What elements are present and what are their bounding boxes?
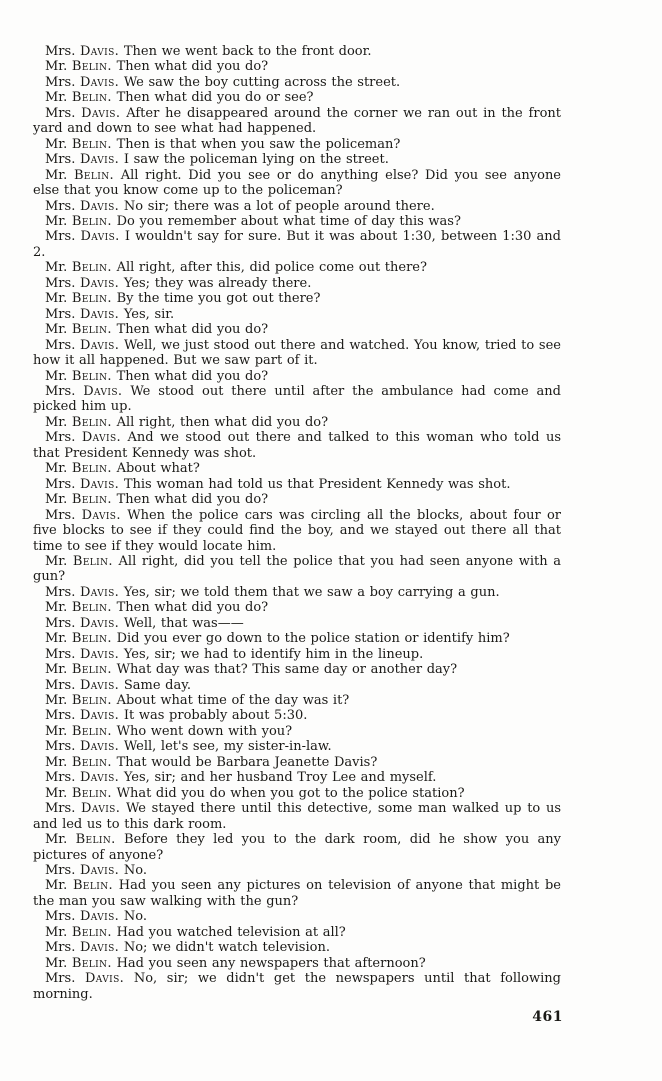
- speaker-prefix: Mr.: [45, 213, 68, 229]
- speaker: [45, 631, 112, 646]
- utterance-text: Then what did you do or see?: [116, 90, 314, 106]
- speaker: [45, 616, 119, 631]
- speaker-prefix: Mr.: [45, 955, 68, 971]
- transcript-line: [33, 415, 561, 430]
- utterance-text: No, sir; we didn't get the newspapers until that following morning.: [33, 971, 561, 1002]
- speaker-prefix: Mrs.: [45, 198, 76, 214]
- speaker-prefix: Mrs.: [45, 430, 76, 446]
- speaker-prefix: Mrs.: [45, 229, 76, 245]
- transcript-line: [33, 693, 561, 708]
- transcript-line: [33, 554, 561, 585]
- transcript-line: [33, 971, 561, 1002]
- transcript-line: [33, 75, 561, 90]
- speaker: [45, 708, 119, 723]
- speaker-prefix: Mrs.: [45, 863, 76, 879]
- speaker: [45, 600, 112, 615]
- speaker-name: Davis.: [79, 584, 120, 600]
- speaker-name: Belin.: [72, 553, 113, 569]
- speaker: [45, 152, 119, 167]
- speaker-prefix: Mrs.: [45, 940, 76, 956]
- transcript-line: [33, 508, 561, 554]
- utterance-text: Then what did you do?: [116, 600, 269, 616]
- speaker-prefix: Mr.: [45, 291, 68, 307]
- speaker-prefix: Mr.: [45, 723, 68, 739]
- speaker-name: Belin.: [71, 461, 112, 477]
- speaker-name: Belin.: [71, 631, 112, 647]
- speaker-prefix: Mrs.: [45, 105, 76, 121]
- speaker-prefix: Mr.: [45, 631, 68, 647]
- transcript-line: [33, 229, 561, 260]
- speaker: [45, 647, 119, 662]
- speaker: [45, 44, 119, 59]
- transcript-line: [33, 770, 561, 785]
- speaker-prefix: Mrs.: [45, 306, 76, 322]
- speaker: [45, 909, 119, 924]
- transcript-line: [33, 909, 561, 924]
- speaker-name: Belin.: [71, 723, 112, 739]
- speaker-name: Davis.: [80, 229, 120, 245]
- speaker-name: Davis.: [79, 198, 120, 214]
- speaker-name: Davis.: [84, 971, 125, 987]
- speaker-prefix: Mrs.: [45, 646, 76, 662]
- speaker: [45, 90, 112, 105]
- speaker-name: Davis.: [79, 770, 120, 786]
- speaker-prefix: Mrs.: [45, 615, 76, 631]
- speaker: [45, 477, 119, 492]
- transcript-line: [33, 322, 561, 337]
- transcript-line: [33, 739, 561, 754]
- speaker: [45, 662, 112, 677]
- speaker: [45, 307, 119, 322]
- speaker-name: Davis.: [79, 74, 120, 90]
- speaker: [45, 554, 113, 569]
- speaker-prefix: Mrs.: [45, 337, 76, 353]
- speaker: [45, 199, 119, 214]
- transcript-line: [33, 137, 561, 152]
- speaker: [45, 260, 112, 275]
- speaker-name: Belin.: [71, 90, 112, 106]
- speaker-prefix: Mrs.: [45, 909, 76, 925]
- speaker: [45, 508, 121, 523]
- speaker: [45, 940, 119, 955]
- transcript-line: [33, 338, 561, 369]
- transcript-line: [33, 708, 561, 723]
- utterance-text: About what time of the day was it?: [116, 693, 350, 709]
- transcript-line: [33, 461, 561, 476]
- speaker: [45, 430, 121, 445]
- utterance-text: All right, after this, did police come out there?: [116, 260, 427, 276]
- speaker: [45, 755, 112, 770]
- speaker: [45, 59, 112, 74]
- transcript-line: [33, 724, 561, 739]
- speaker-name: Davis.: [79, 476, 120, 492]
- speaker-prefix: Mr.: [45, 600, 68, 616]
- utterance-text: Same day.: [123, 677, 191, 693]
- utterance-text: Had you watched television at all?: [116, 924, 346, 940]
- transcript-line: [33, 956, 561, 971]
- speaker-prefix: Mr.: [45, 754, 68, 770]
- speaker-name: Davis.: [79, 708, 120, 724]
- speaker: [45, 276, 119, 291]
- speaker-name: Davis.: [79, 940, 120, 956]
- transcript-line: [33, 600, 561, 615]
- speaker: [45, 832, 116, 847]
- speaker-prefix: Mr.: [45, 924, 68, 940]
- transcript-line: [33, 662, 561, 677]
- speaker: [45, 971, 124, 986]
- speaker-name: Davis.: [81, 801, 121, 817]
- speaker-name: Davis.: [79, 615, 120, 631]
- speaker-name: Belin.: [71, 492, 112, 508]
- speaker-name: Belin.: [71, 955, 112, 971]
- speaker: [45, 693, 112, 708]
- speaker: [45, 925, 112, 940]
- speaker-prefix: Mrs.: [45, 584, 76, 600]
- transcript-line: [33, 152, 561, 167]
- transcript-line: [33, 925, 561, 940]
- speaker-prefix: Mr.: [45, 90, 68, 106]
- utterance-text: No; we didn't watch television.: [123, 940, 330, 956]
- speaker: [45, 770, 119, 785]
- transcript-line: [33, 616, 561, 631]
- speaker: [45, 878, 113, 893]
- speaker: [45, 214, 112, 229]
- transcript-line: [33, 199, 561, 214]
- speaker-name: Belin.: [72, 878, 114, 894]
- speaker: [45, 492, 112, 507]
- speaker-name: Belin.: [71, 785, 112, 801]
- speaker-prefix: Mr.: [45, 785, 68, 801]
- utterance-text: Well, that was——: [123, 615, 244, 631]
- speaker-name: Davis.: [79, 863, 120, 879]
- speaker-prefix: Mrs.: [45, 44, 76, 59]
- transcript-line: [33, 647, 561, 662]
- speaker-name: Belin.: [71, 662, 112, 678]
- transcript-line: [33, 801, 561, 832]
- utterance-text: No.: [123, 909, 147, 925]
- utterance-text: No sir; there was a lot of people around there.: [123, 198, 435, 214]
- speaker: [45, 461, 112, 476]
- speaker-name: Davis.: [81, 430, 122, 446]
- speaker-prefix: Mr.: [45, 492, 68, 508]
- speaker-name: Davis.: [79, 909, 120, 925]
- speaker-name: Davis.: [81, 105, 121, 121]
- utterance-text: Yes, sir.: [123, 306, 175, 322]
- speaker: [45, 291, 112, 306]
- speaker-prefix: Mrs.: [45, 677, 76, 693]
- transcript-line: [33, 59, 561, 74]
- speaker-name: Belin.: [71, 213, 112, 229]
- speaker: [45, 384, 122, 399]
- speaker-name: Belin.: [71, 924, 112, 940]
- speaker-prefix: Mrs.: [45, 476, 76, 492]
- utterance-text: Had you seen any newspapers that afternoon?: [116, 955, 426, 971]
- page-number: 461: [532, 1009, 563, 1025]
- transcript-line: [33, 384, 561, 415]
- utterance-text: Yes, sir; we told them that we saw a boy carrying a gun.: [123, 584, 500, 600]
- speaker-prefix: Mr.: [45, 59, 68, 75]
- speaker: [45, 168, 114, 183]
- speaker-prefix: Mrs.: [45, 801, 76, 817]
- utterance-text: Did you ever go down to the police station or identify him?: [116, 631, 510, 647]
- speaker-prefix: Mr.: [45, 368, 68, 384]
- speaker: [45, 369, 112, 384]
- utterance-text: Then what did you do?: [116, 492, 269, 508]
- speaker: [45, 801, 120, 816]
- speaker-name: Belin.: [71, 59, 112, 75]
- speaker-name: Belin.: [71, 693, 112, 709]
- transcript-line: [33, 307, 561, 322]
- speaker-name: Davis.: [79, 739, 120, 755]
- speaker: [45, 786, 112, 801]
- transcript-line: [33, 44, 561, 59]
- transcript-line: [33, 291, 561, 306]
- speaker-name: Davis.: [79, 677, 120, 693]
- speaker: [45, 137, 112, 152]
- speaker-name: Belin.: [71, 136, 112, 152]
- speaker-prefix: Mrs.: [45, 739, 76, 755]
- speaker-name: Davis.: [79, 44, 120, 59]
- transcript-line: [33, 940, 561, 955]
- utterance-text: After he disappeared around the corner we ran out in the front yard and down to see what had happened.: [33, 105, 561, 137]
- utterance-text: I wouldn't say for sure. But it was about 1:30, between 1:30 and 2.: [33, 229, 561, 260]
- speaker-prefix: Mr.: [45, 322, 68, 338]
- speaker: [45, 739, 119, 754]
- utterance-text: Then what did you do?: [116, 368, 269, 384]
- transcript-line: [33, 755, 561, 770]
- transcript-line: [33, 786, 561, 801]
- speaker-prefix: Mrs.: [45, 152, 76, 168]
- utterance-text: Do you remember about what time of day this was?: [116, 213, 461, 229]
- speaker-name: Davis.: [83, 383, 123, 399]
- speaker-name: Belin.: [71, 754, 112, 770]
- speaker-name: Belin.: [73, 167, 115, 183]
- utterance-text: We stood out there until after the ambulance had come and picked him up.: [33, 383, 561, 415]
- utterance-text: Who went down with you?: [116, 723, 293, 739]
- speaker-prefix: Mr.: [45, 553, 68, 569]
- speaker-prefix: Mr.: [45, 136, 68, 152]
- speaker-name: Davis.: [79, 275, 120, 291]
- speaker-prefix: Mr.: [45, 878, 68, 894]
- speaker: [45, 724, 112, 739]
- speaker-prefix: Mrs.: [45, 770, 76, 786]
- speaker-name: Belin.: [75, 832, 116, 848]
- utterance-text: Had you seen any pictures on television of anyone that might be the man you saw walking with the gun?: [33, 878, 561, 909]
- transcript-line: [33, 369, 561, 384]
- transcript-line: [33, 631, 561, 646]
- utterance-text: About what?: [116, 461, 200, 477]
- utterance-text: Then we went back to the front door.: [123, 44, 372, 59]
- transcript: [33, 44, 561, 1002]
- utterance-text: This woman had told us that President Kennedy was shot.: [123, 476, 511, 492]
- utterance-text: I saw the policeman lying on the street.: [123, 152, 389, 168]
- speaker-prefix: Mr.: [45, 832, 68, 848]
- speaker: [45, 106, 120, 121]
- speaker-prefix: Mr.: [45, 260, 68, 276]
- speaker-name: Belin.: [71, 322, 112, 338]
- utterance-text: All right, then what did you do?: [116, 414, 329, 430]
- speaker: [45, 322, 112, 337]
- utterance-text: What did you do when you got to the police station?: [116, 785, 465, 801]
- transcript-line: [33, 492, 561, 507]
- speaker-name: Davis.: [79, 306, 120, 322]
- speaker: [45, 678, 119, 693]
- transcript-line: [33, 430, 561, 461]
- utterance-text: That would be Barbara Jeanette Davis?: [116, 754, 378, 770]
- speaker-name: Davis.: [80, 337, 120, 353]
- speaker-prefix: Mrs.: [45, 74, 76, 90]
- speaker-name: Davis.: [81, 507, 121, 523]
- speaker-prefix: Mrs.: [45, 383, 76, 399]
- utterance-text: Yes, sir; and her husband Troy Lee and myself.: [123, 770, 437, 786]
- utterance-text: Well, we just stood out there and watched. You know, tried to see how it all happened. But we saw part of it.: [33, 337, 561, 369]
- speaker-prefix: Mr.: [45, 414, 68, 430]
- speaker-prefix: Mrs.: [45, 507, 76, 523]
- utterance-text: Well, let's see, my sister-in-law.: [123, 739, 332, 755]
- speaker: [45, 415, 112, 430]
- speaker: [45, 863, 119, 878]
- transcript-line: [33, 90, 561, 105]
- speaker-name: Belin.: [71, 600, 112, 616]
- speaker-prefix: Mrs.: [45, 275, 76, 291]
- speaker-name: Belin.: [71, 291, 112, 307]
- utterance-text: Then what did you do?: [116, 322, 269, 338]
- transcript-line: [33, 585, 561, 600]
- utterance-text: Before they led you to the dark room, did he show you any pictures of anyone?: [33, 832, 561, 863]
- transcript-line: [33, 260, 561, 275]
- utterance-text: Then is that when you saw the policeman?: [116, 136, 401, 152]
- transcript-line: [33, 678, 561, 693]
- utterance-text: And we stood out there and talked to this woman who told us that President Kennedy was shot.: [33, 430, 561, 461]
- utterance-text: It was probably about 5:30.: [123, 708, 308, 724]
- utterance-text: All right, did you tell the police that you had seen anyone with a gun?: [33, 553, 561, 585]
- speaker-prefix: Mr.: [45, 662, 68, 678]
- speaker-prefix: Mr.: [45, 461, 68, 477]
- speaker-name: Belin.: [71, 414, 112, 430]
- utterance-text: Yes, sir; we had to identify him in the lineup.: [123, 646, 424, 662]
- transcript-line: [33, 168, 561, 199]
- speaker: [45, 956, 112, 971]
- speaker: [45, 75, 119, 90]
- utterance-text: All right. Did you see or do anything else? Did you see anyone else that you know come up to the policeman?: [33, 167, 562, 199]
- utterance-text: We saw the boy cutting across the street.: [123, 74, 401, 90]
- speaker: [45, 338, 119, 353]
- utterance-text: What day was that? This same day or another day?: [116, 662, 458, 678]
- utterance-text: We stayed there until this detective, some man walked up to us and led us to this dark room.: [33, 801, 561, 832]
- speaker-name: Davis.: [79, 152, 120, 168]
- utterance-text: No.: [123, 863, 147, 879]
- transcript-line: [33, 477, 561, 492]
- utterance-text: Yes; they was already there.: [123, 275, 312, 291]
- speaker-name: Belin.: [71, 368, 112, 384]
- speaker-prefix: Mrs.: [45, 971, 76, 987]
- utterance-text: By the time you got out there?: [116, 291, 321, 307]
- speaker-prefix: Mrs.: [45, 708, 76, 724]
- utterance-text: Then what did you do?: [116, 59, 269, 75]
- utterance-text: When the police cars was circling all the blocks, about four or five blocks to see if they could find the boy, and we stayed out there all that time to see if they would locate him.: [33, 507, 562, 554]
- transcript-line: [33, 832, 561, 863]
- transcript-line: [33, 276, 561, 291]
- transcript-line: [33, 106, 561, 137]
- transcript-line: [33, 878, 561, 909]
- transcript-line: [33, 214, 561, 229]
- speaker: [45, 229, 120, 244]
- speaker-name: Davis.: [79, 646, 120, 662]
- transcript-line: [33, 863, 561, 878]
- speaker: [45, 585, 119, 600]
- speaker-prefix: Mr.: [45, 167, 68, 183]
- speaker-name: Belin.: [71, 260, 112, 276]
- speaker-prefix: Mr.: [45, 693, 68, 709]
